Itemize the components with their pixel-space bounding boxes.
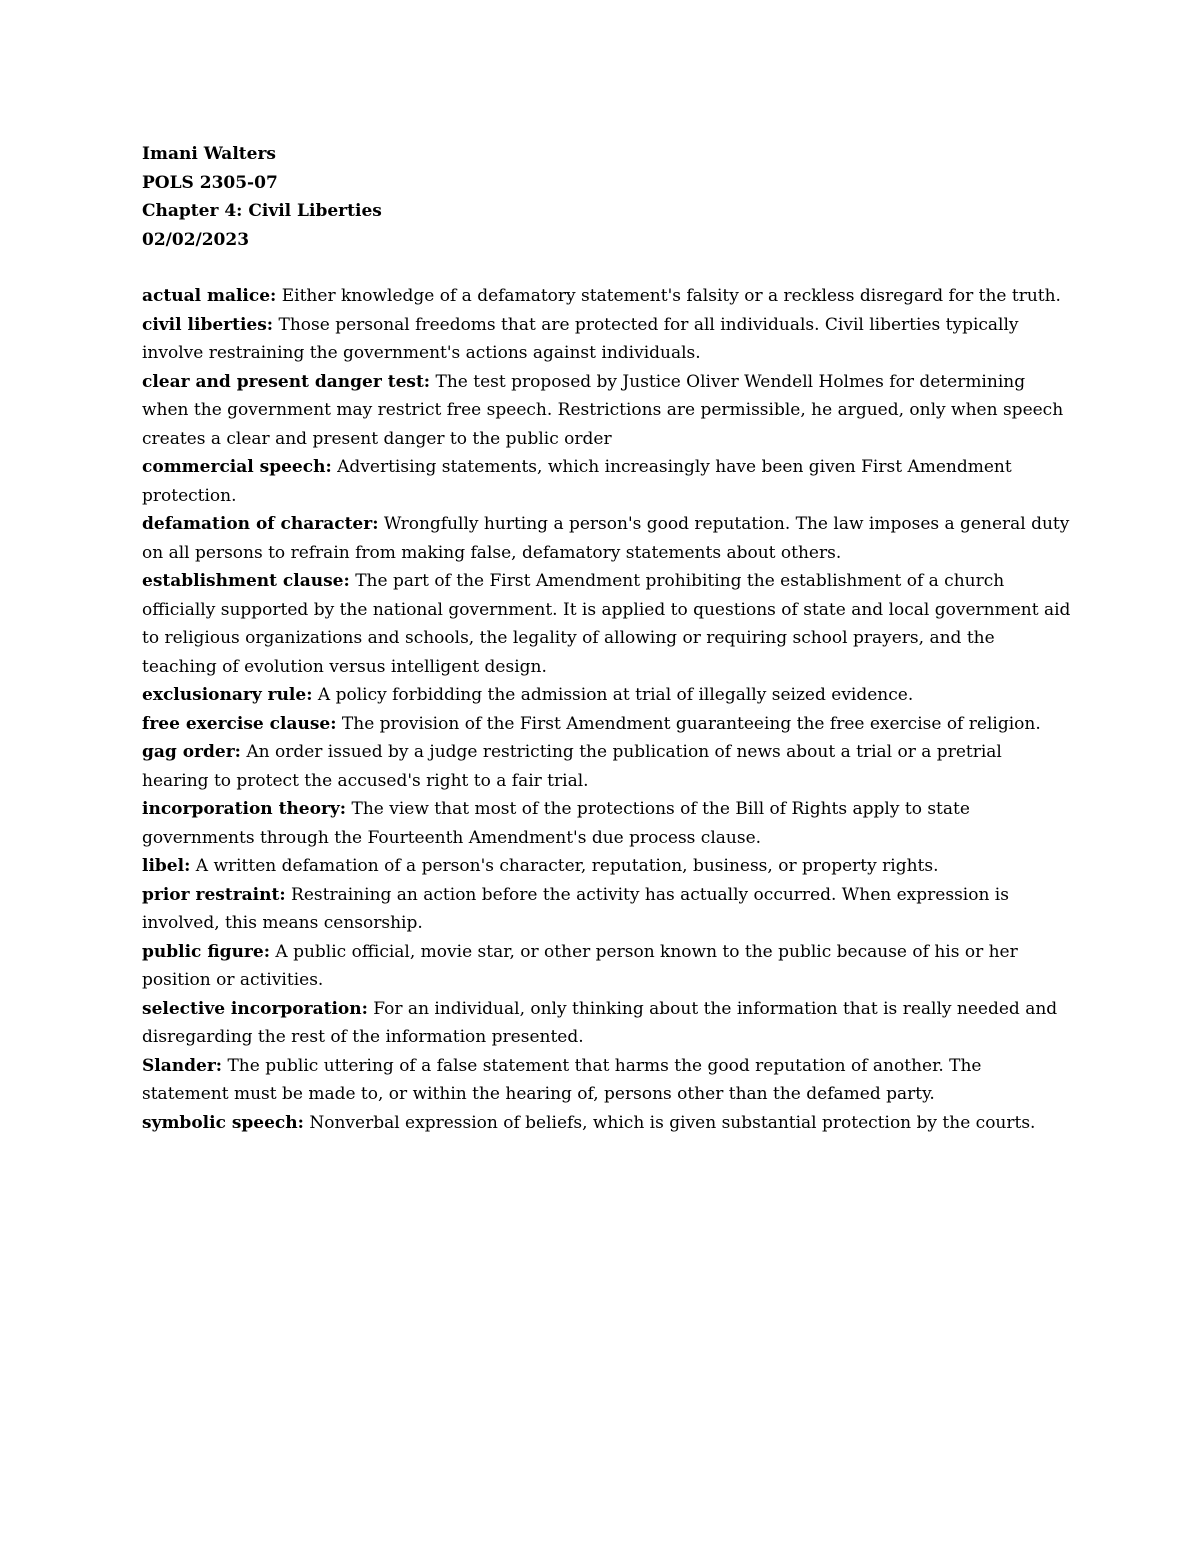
glossary-entry bbox=[142, 738, 1072, 795]
glossary-term: clear and present danger test: bbox=[142, 371, 431, 392]
glossary-entry bbox=[142, 510, 1072, 567]
glossary-term: symbolic speech: bbox=[142, 1112, 304, 1133]
glossary-definition: A public official, movie star, or other person known to the public because of his or her position or activities. bbox=[142, 941, 1018, 990]
glossary-definition: The view that most of the protections of the Bill of Rights apply to state governments through the Fourteenth Amendment's due process clause. bbox=[142, 799, 970, 848]
glossary-entry bbox=[142, 710, 1072, 739]
glossary-entry bbox=[142, 852, 1072, 881]
glossary-term: actual malice: bbox=[142, 286, 277, 306]
glossary-definition: The part of the First Amendment prohibiting the establishment of a church officially supported by the national government. It is applied to questions of state and local government aid to religious organizations and schools, the legality of allowing or requiring school prayers, and the teaching of evolution versus intelligent design. bbox=[142, 571, 1071, 677]
glossary-entry bbox=[142, 881, 1072, 938]
glossary-term: incorporation theory: bbox=[142, 799, 347, 819]
glossary-entry bbox=[142, 938, 1072, 995]
glossary-term: establishment clause: bbox=[142, 571, 350, 591]
glossary-term: gag order: bbox=[142, 742, 241, 762]
glossary-entry bbox=[142, 995, 1072, 1052]
document-page bbox=[142, 140, 1072, 1137]
glossary-definition: Either knowledge of a defamatory statement's falsity or a reckless disregard for the truth. bbox=[281, 286, 1061, 306]
glossary-term: defamation of character: bbox=[142, 514, 379, 534]
glossary-entry bbox=[142, 795, 1072, 852]
glossary-definition: A policy forbidding the admission at trial of illegally seized evidence. bbox=[317, 685, 914, 705]
document-header bbox=[142, 140, 1072, 254]
glossary-term: prior restraint: bbox=[142, 884, 286, 905]
glossary-definition: Nonverbal expression of beliefs, which is given substantial protection by the courts. bbox=[309, 1112, 1036, 1133]
glossary-definition: Restraining an action before the activity has actually occurred. When expression is involved, this means censorship. bbox=[142, 884, 1009, 933]
glossary-term: commercial speech: bbox=[142, 457, 332, 477]
glossary-entry bbox=[142, 1052, 1072, 1109]
glossary-term: civil liberties: bbox=[142, 314, 274, 335]
glossary-entry bbox=[142, 368, 1072, 454]
glossary-entry bbox=[142, 1109, 1072, 1138]
glossary-term: public figure: bbox=[142, 941, 270, 962]
glossary-entry bbox=[142, 567, 1072, 681]
glossary-definition: For an individual, only thinking about the information that is really needed and disregarding the rest of the information presented. bbox=[142, 998, 1058, 1047]
glossary-definition: The provision of the First Amendment guaranteeing the free exercise of religion. bbox=[341, 713, 1041, 734]
glossary-definition: The test proposed by Justice Oliver Wendell Holmes for determining when the government may restrict free speech. Restrictions are permissible, he argued, only when speech creates a clear and present danger to the public order bbox=[142, 371, 1064, 449]
glossary-entry bbox=[142, 311, 1072, 368]
glossary-term: Slander: bbox=[142, 1055, 223, 1076]
glossary-term: selective incorporation: bbox=[142, 998, 368, 1019]
glossary-definition: A written defamation of a person's character, reputation, business, or property rights. bbox=[195, 856, 939, 876]
glossary-list bbox=[142, 282, 1072, 1137]
glossary-entry bbox=[142, 282, 1072, 311]
glossary-term: libel: bbox=[142, 856, 191, 876]
glossary-definition: Those personal freedoms that are protected for all individuals. Civil liberties typically involve restraining the government's actions against individuals. bbox=[142, 314, 1019, 363]
glossary-definition: The public uttering of a false statement that harms the good reputation of another. The statement must be made to, or within the hearing of, persons other than the defamed party. bbox=[142, 1055, 982, 1104]
glossary-definition: Wrongfully hurting a person's good reputation. The law imposes a general duty on all persons to refrain from making false, defamatory statements about others. bbox=[142, 514, 1070, 563]
course-code: POLS 2305-07 bbox=[142, 172, 278, 193]
glossary-term: exclusionary rule: bbox=[142, 685, 313, 705]
glossary-entry bbox=[142, 681, 1072, 710]
glossary-term: free exercise clause: bbox=[142, 713, 337, 734]
glossary-entry bbox=[142, 453, 1072, 510]
document-date: 02/02/2023 bbox=[142, 229, 250, 250]
student-name: Imani Walters bbox=[142, 144, 276, 164]
glossary-definition: An order issued by a judge restricting the publication of news about a trial or a pretrial hearing to protect the accused's right to a fair trial. bbox=[142, 742, 1002, 791]
chapter-title: Chapter 4: Civil Liberties bbox=[142, 201, 382, 221]
glossary-definition: Advertising statements, which increasingly have been given First Amendment protection. bbox=[142, 457, 1012, 506]
